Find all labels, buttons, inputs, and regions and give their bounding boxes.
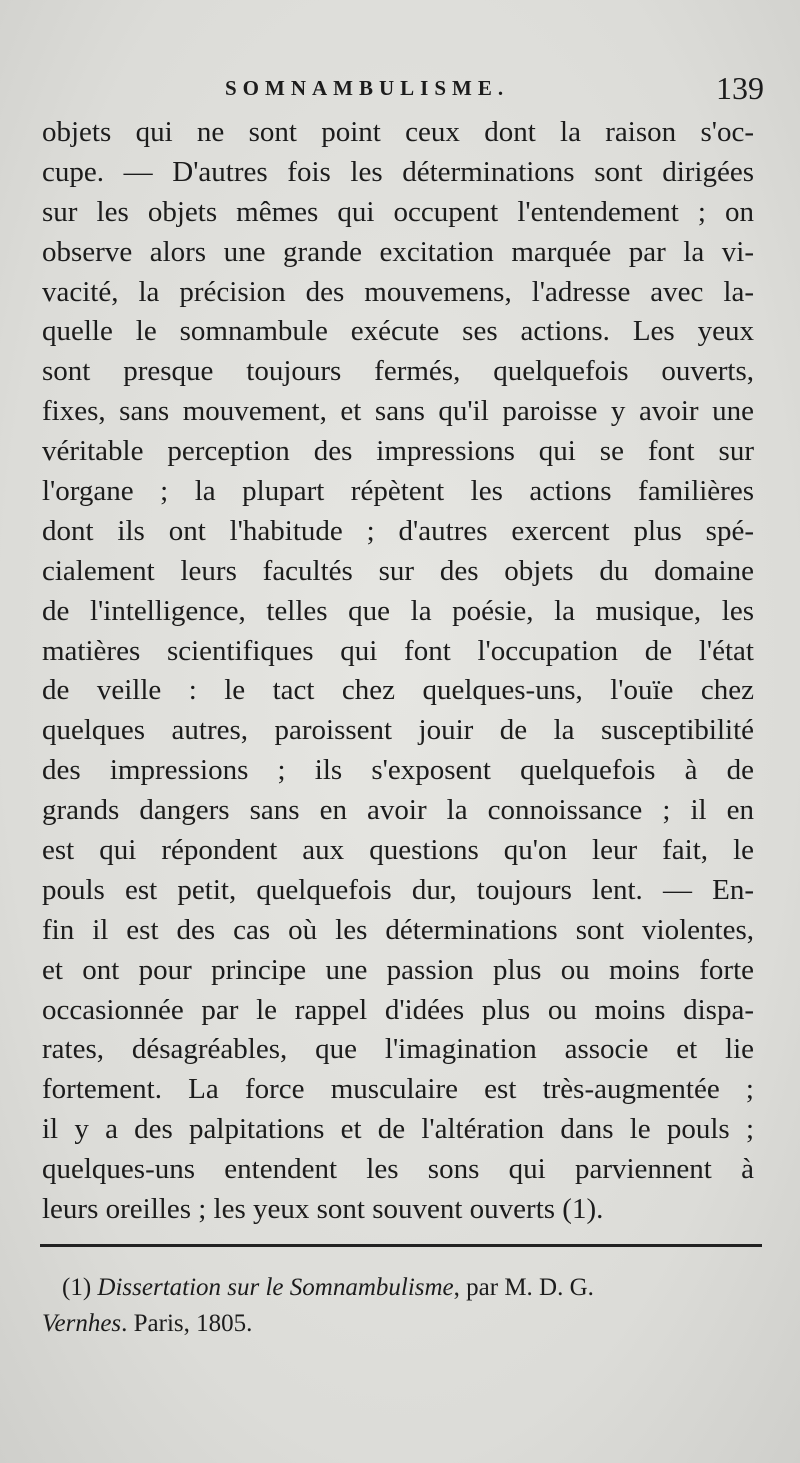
- text-line: fin il est des cas où les déterminations sont violentes,: [42, 913, 754, 946]
- footnote-author-name: Vernhes: [42, 1310, 122, 1337]
- footnote-title: Dissertation sur le Somnambulisme: [97, 1274, 454, 1301]
- text-line: et ont pour principe une passion plus ou moins forte: [42, 953, 754, 986]
- footnote: [42, 1270, 762, 1342]
- text-line: sont presque toujours fermés, quelquefois ouverts,: [42, 355, 754, 388]
- footnote-imprint: . Paris, 1805.: [121, 1310, 253, 1337]
- text-line: cupe. — D'autres fois les déterminations sont dirigées: [42, 155, 754, 188]
- text-line: des impressions ; ils s'exposent quelquefois à de: [42, 754, 754, 787]
- text-line: quelques-uns entendent les sons qui parviennent à: [42, 1153, 754, 1186]
- text-line: quelle le somnambule exécute ses actions. Les yeux: [42, 315, 754, 348]
- text-line: l'organe ; la plupart répètent les actions familières: [42, 475, 754, 508]
- text-line: véritable perception des impressions qui se font sur: [42, 435, 754, 468]
- footnote-line: [42, 1306, 762, 1342]
- text-line: dont ils ont l'habitude ; d'autres exercent plus spé-: [42, 514, 754, 547]
- text-line: observe alors une grande excitation marquée par la vi-: [42, 235, 754, 268]
- text-line: matières scientifiques qui font l'occupation de l'état: [42, 634, 754, 667]
- footnote-author-prefix: , par M. D. G.: [453, 1274, 594, 1301]
- text-line: grands dangers sans en avoir la connoissance ; il en: [42, 794, 754, 827]
- text-line: pouls est petit, quelquefois dur, toujours lent. — En-: [42, 873, 754, 906]
- footnote-line: [62, 1270, 762, 1306]
- footnote-marker: (1): [62, 1274, 92, 1301]
- text-line: est qui répondent aux questions qu'on leur fait, le: [42, 834, 754, 867]
- footnote-rule: [40, 1244, 762, 1247]
- text-line: cialement leurs facultés sur des objets du domaine: [42, 554, 754, 587]
- text-line: de veille : le tact chez quelques-uns, l'ouïe chez: [42, 674, 754, 707]
- text-line: fixes, sans mouvement, et sans qu'il paroisse y avoir une: [42, 395, 754, 428]
- text-line: rates, désagréables, que l'imagination associe et lie: [42, 1033, 754, 1066]
- text-line: vacité, la précision des mouvemens, l'adresse avec la-: [42, 275, 754, 308]
- text-line: quelques autres, paroissent jouir de la susceptibilité: [42, 714, 754, 747]
- text-line: occasionnée par le rappel d'idées plus ou moins dispa-: [42, 993, 754, 1026]
- page-header: [0, 70, 800, 110]
- text-line: sur les objets mêmes qui occupent l'entendement ; on: [42, 195, 754, 228]
- text-line: de l'intelligence, telles que la poésie, la musique, les: [42, 594, 754, 627]
- text-line: objets qui ne sont point ceux dont la raison s'oc-: [42, 116, 754, 148]
- text-line: fortement. La force musculaire est très-augmentée ;: [42, 1073, 754, 1106]
- text-line: leurs oreilles ; les yeux sont souvent ouverts (1).: [42, 1193, 604, 1226]
- page-number: 139: [716, 70, 764, 106]
- running-head: SOMNAMBULISME.: [225, 76, 510, 100]
- body-text: [42, 113, 754, 1230]
- text-line: il y a des palpitations et de l'altération dans le pouls ;: [42, 1113, 754, 1146]
